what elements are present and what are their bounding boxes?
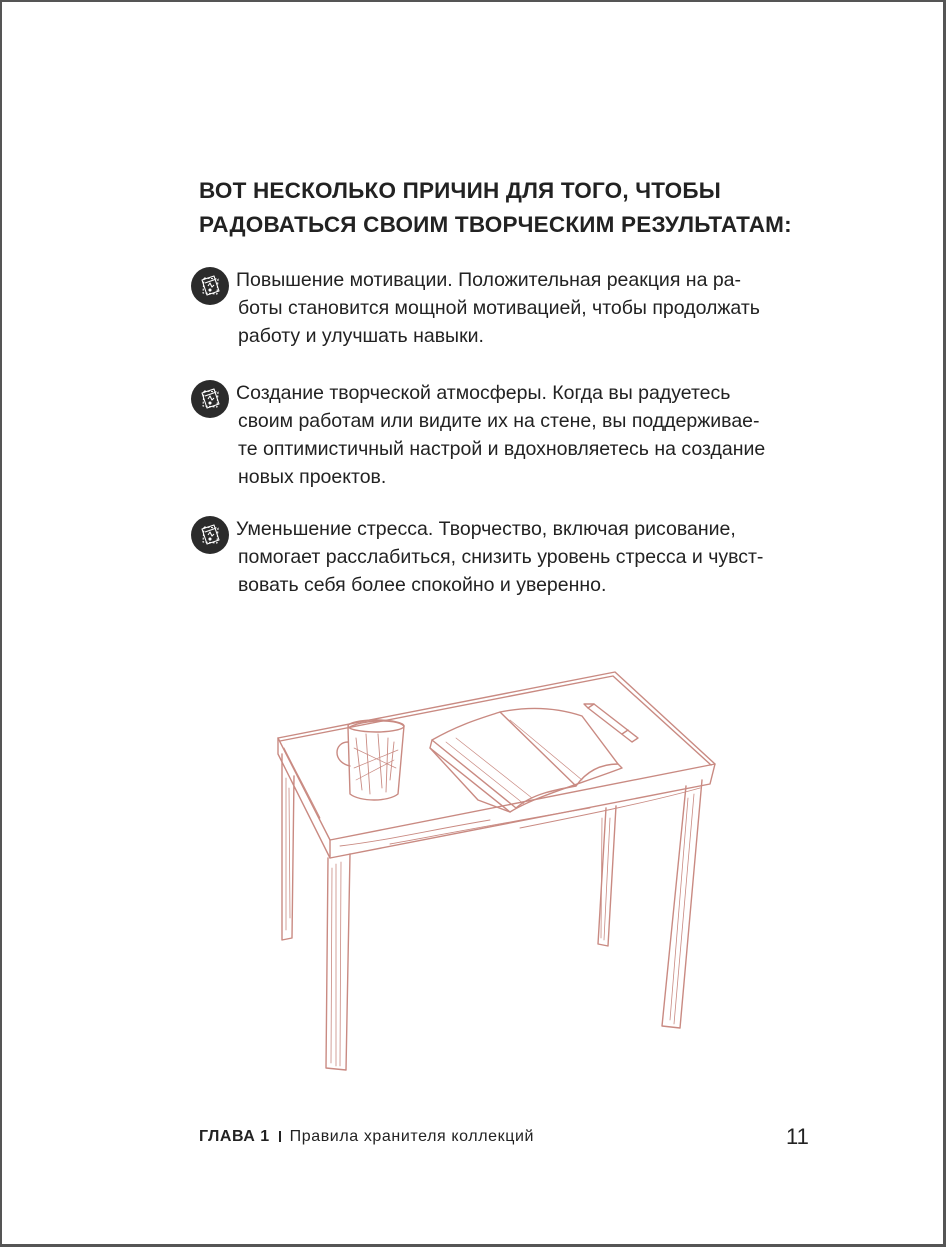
- pencil: [584, 704, 638, 742]
- page-footer: [199, 1128, 534, 1146]
- bullet-line: Создание творческой атмосферы. Когда вы радуетесь: [236, 382, 731, 404]
- sketch-icon: [190, 515, 230, 555]
- bullet-line: вовать себя более спокойно и уверенно.: [238, 574, 607, 596]
- open-book: [430, 709, 622, 812]
- chapter-title: Правила хранителя коллекций: [289, 1128, 535, 1145]
- table-leg: [326, 854, 350, 1070]
- page-heading: [199, 174, 839, 242]
- chapter-label: ГЛАВА 1: [199, 1128, 270, 1145]
- bullet-text: [236, 266, 826, 350]
- page-number: 11: [786, 1124, 809, 1149]
- heading-line-2: РАДОВАТЬСЯ СВОИМ ТВОРЧЕСКИМ РЕЗУЛЬТАТАМ:: [199, 212, 792, 237]
- sketch-icon: [190, 266, 230, 306]
- bullet-line: своим работам или видите их на стене, вы поддерживае-: [238, 410, 760, 432]
- heading-line-1: ВОТ НЕСКОЛЬКО ПРИЧИН ДЛЯ ТОГО, ЧТОБЫ: [199, 178, 721, 203]
- table-illustration: [270, 668, 720, 1078]
- table-top: [278, 672, 715, 840]
- footer-separator: [279, 1131, 281, 1142]
- table-edge: [278, 738, 715, 858]
- bullet-line: Повышение мотивации. Положительная реакция на ра-: [236, 269, 742, 291]
- bullet-text: [236, 515, 826, 599]
- bullet-line: Уменьшение стресса. Творчество, включая рисование,: [236, 518, 736, 540]
- mug: [337, 720, 404, 800]
- bullet-line: те оптимистичный настрой и вдохновляетесь на создание: [238, 438, 766, 460]
- bullet-line: помогает расслабиться, снизить уровень стресса и чувст-: [238, 546, 764, 568]
- bullet-line: боты становится мощной мотивацией, чтобы продолжать: [238, 297, 760, 319]
- sketch-icon: [190, 379, 230, 419]
- bullet-text: [236, 379, 826, 491]
- table-leg: [662, 780, 702, 1028]
- bullet-line: новых проектов.: [238, 466, 387, 488]
- bullet-line: работу и улучшать навыки.: [238, 325, 484, 347]
